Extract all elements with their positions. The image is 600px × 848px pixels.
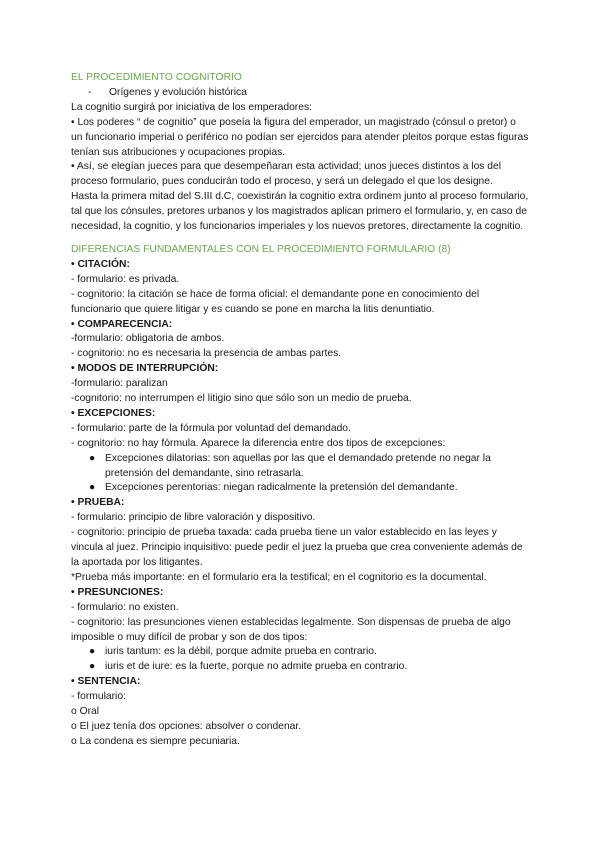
list-item <box>71 481 529 496</box>
sentencia-item: o El juez tenía dos opciones: absolver o condenar. <box>71 720 302 732</box>
bullet-icon: ● <box>89 452 96 464</box>
list-item <box>71 452 529 482</box>
list-item-text: Excepciones perentorias: niegan radicalmente la pretensión del demandante. <box>105 482 458 494</box>
list-item <box>71 645 529 660</box>
point-paragraph: • Así, se elegían jueces para que desempeñaran esta actividad; unos jueces distintos a los del proceso formulario, pues conducirán todo el proceso, y será un delegado el que los designe. <box>71 161 502 188</box>
list-item-text: iuris et de iure: es la fuerte, porque no admite prueba en contrario. <box>105 661 408 673</box>
sentencia-title: • SENTENCIA: <box>71 676 141 688</box>
subheading: Orígenes y evolución histórica <box>109 86 247 98</box>
dash-marker: - <box>88 86 92 98</box>
citacion-formulario: - formulario: es privada. <box>71 273 180 285</box>
sentencia-item: o La condena es siempre pecuniaria. <box>71 735 240 747</box>
citacion-cognitorio: - cognitorio: la citación se hace de forma oficial: el demandante pone en conocimiento del funcionario que quiere litigar y es cuando se pone en marcha la litis denuntiatio. <box>71 288 480 315</box>
intro-paragraph: La cognitio surgirá por iniciativa de los emperadores: <box>71 101 312 113</box>
document-page <box>71 71 529 750</box>
modos-formulario: -formulario: paralizan <box>71 378 168 390</box>
document-title: EL PROCEDIMIENTO COGNITORIO <box>71 72 242 83</box>
sentencia-item: o Oral <box>71 706 100 718</box>
citacion-title: • CITACIÓN: <box>71 258 130 270</box>
presunciones-cognitorio: - cognitorio: las presunciones vienen establecidas legalmente. Son dispensas de prueba de algo imposible o muy difícil de probar y son de dos tipos: <box>71 616 511 643</box>
point-paragraph: • Los poderes “ de cognitio” que poseía la figura del emperador, un magistrado (cónsul o pretor) o un funcionario imperial o periférico no podían ser ejercidos para atender pleitos porque estas figuras tenían sus atribuciones y ocupaciones propias. <box>71 116 529 158</box>
modos-title: • MODOS DE INTERRUPCIÓN: <box>71 363 219 375</box>
excepciones-formulario: - formulario: parte de la fórmula por voluntad del demandado. <box>71 422 351 434</box>
comparecencia-formulario: -formulario: obligatoria de ambos. <box>71 333 225 345</box>
section-title: DIFERENCIAS FUNDAMENTALES CON EL PROCEDIMIENTO FORMULARIO (8) <box>71 243 451 255</box>
bullet-icon: ● <box>89 646 96 658</box>
prueba-note: *Prueba más importante: en el formulario era la testifical; en el cognitorio es la documental. <box>71 571 487 583</box>
prueba-title: • PRUEBA: <box>71 497 125 509</box>
list-item-text: Excepciones dilatorias: son aquellas por las que el demandado pretende no negar la pretensión del demandante, sino retrasarla. <box>105 452 491 479</box>
comparecencia-cognitorio: - cognitorio: no es necesaria la presencia de ambas partes. <box>71 348 342 360</box>
bullet-icon: ● <box>89 661 96 673</box>
excepciones-cognitorio: - cognitorio: no hay fórmula. Aparece la diferencia entre dos tipos de excepciones: <box>71 437 446 449</box>
modos-cognitorio: -cognitorio: no interrumpen el litigio sino que sólo son un medio de prueba. <box>71 393 412 405</box>
presunciones-formulario: - formulario: no existen. <box>71 601 179 613</box>
excepciones-title: • EXCEPCIONES: <box>71 407 156 419</box>
list-item <box>71 660 529 675</box>
bullet-icon: ● <box>89 482 96 494</box>
prueba-formulario: - formulario: principio de libre valoración y dispositivo. <box>71 512 316 524</box>
sentencia-formulario: - formulario: <box>71 691 126 703</box>
presunciones-title: • PRESUNCIONES: <box>71 586 164 598</box>
prueba-cognitorio: - cognitorio: principio de prueba taxada: cada prueba tiene un valor establecido en las leyes y vincula al juez. Principio inquisitivo: puede pedir el juez la prueba que crea conveniente además de la aportada por los litigantes. <box>71 527 523 568</box>
history-paragraph: Hasta la primera mitad del S.III d.C, coexistirán la cognitio extra ordinem junto al proceso formulario, tal que los cónsules, pretores urbanos y los magistrados aplican primero el formulario, y, en caso de necesidad, la cognitio, y los funcionarios imperiales y los nuevos pretores, directamente la cognitio. <box>71 191 529 233</box>
subheading-row <box>71 86 529 101</box>
comparecencia-title: • COMPARECENCIA: <box>71 318 173 330</box>
list-item-text: iuris tantum: es la débil, porque admite prueba en contrario. <box>105 646 377 658</box>
